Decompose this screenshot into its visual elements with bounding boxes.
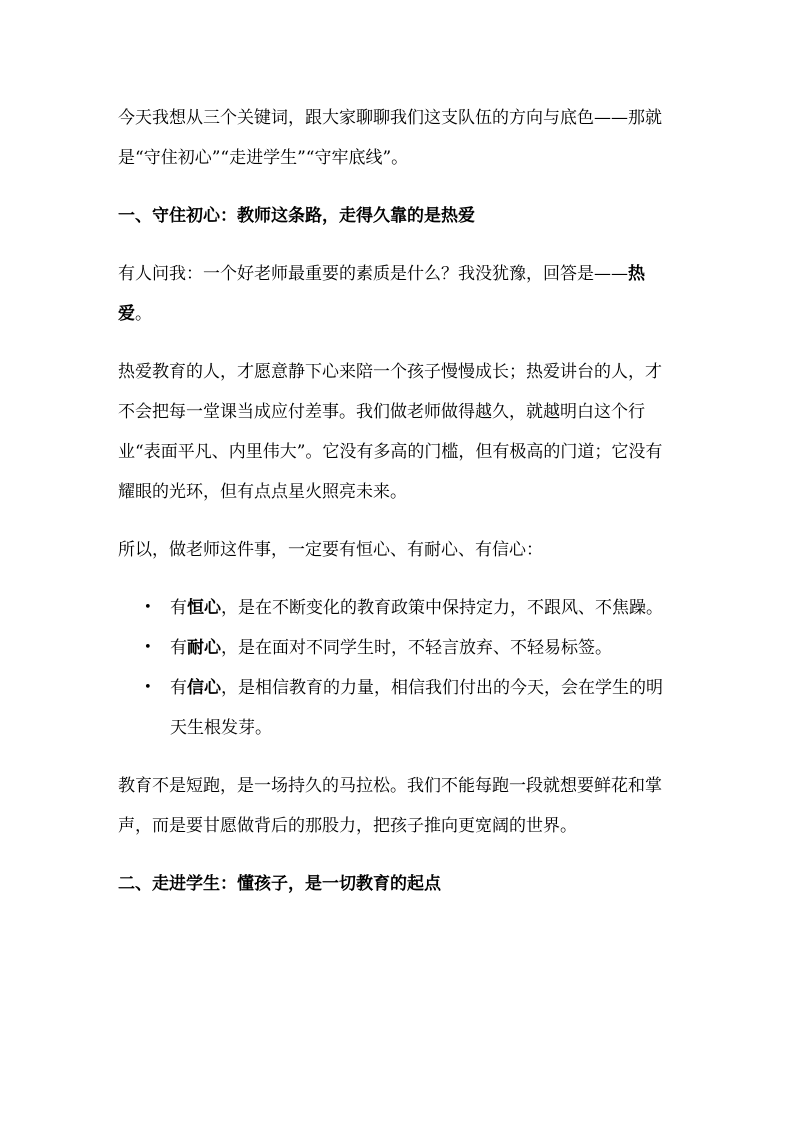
paragraph-punctuation: 。 [135, 304, 152, 324]
section-1-heading: 一、守住初心：教师这条路，走得久靠的是热爱 [118, 206, 475, 226]
section-1-paragraph-1 [118, 254, 678, 334]
intro-paragraph: 今天我想从三个关键词，跟大家聊聊我们这支队伍的方向与底色——那就是“守住初心”“走进学生”“守牢底线”。 [118, 108, 662, 168]
section-2-heading: 二、走进学生：懂孩子，是一切教育的起点 [118, 874, 441, 894]
list-item-keyword: 耐心 [187, 638, 221, 658]
list-item-keyword: 信心 [187, 678, 221, 698]
list-item [118, 628, 678, 668]
list-item-prefix: 有 [170, 598, 187, 618]
qualities-list [118, 588, 678, 748]
list-item [118, 588, 678, 628]
list-item-text: ，是在面对不同学生时，不轻言放弃、不轻易标签。 [221, 638, 612, 658]
document-body [118, 98, 678, 904]
list-item-keyword: 恒心 [187, 598, 221, 618]
list-item-prefix: 有 [170, 678, 187, 698]
list-item [118, 668, 678, 748]
section-1-paragraph-3: 所以，做老师这件事，一定要有恒心、有耐心、有信心： [118, 540, 543, 560]
list-item-prefix: 有 [170, 638, 187, 658]
list-item-text: ，是相信教育的力量，相信我们付出的今天，会在学生的明天生根发芽。 [170, 678, 663, 738]
emphasis-text: 热爱 [118, 264, 645, 324]
section-1-paragraph-4: 教育不是短跑，是一场持久的马拉松。我们不能每跑一段就想要鲜花和掌声，而是要甘愿做背后的那股力，把孩子推向更宽阔的世界。 [118, 776, 662, 836]
list-item-text: ，是在不断变化的教育政策中保持定力，不跟风、不焦躁。 [221, 598, 663, 618]
section-1-paragraph-2: 热爱教育的人，才愿意静下心来陪一个孩子慢慢成长；热爱讲台的人，才不会把每一堂课当成应付差事。我们做老师做得越久，就越明白这个行业“表面平凡、内里伟大”。它没有多高的门槛，但有极高的门道；它没有耀眼的光环，但有点点星火照亮未来。 [118, 362, 663, 502]
paragraph-text: 有人问我：一个好老师最重要的素质是什么？我没犹豫，回答是—— [118, 264, 628, 284]
